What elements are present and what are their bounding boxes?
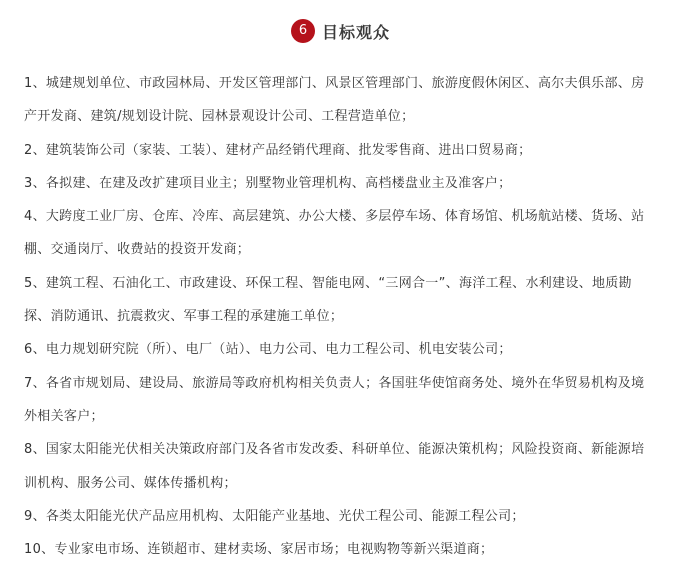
list-item: 5、建筑工程、石油化工、市政建设、环保工程、智能电网、“三网合一”、海洋工程、水利建设、地质勘探、消防通讯、抗震救灾、军事工程的承建施工单位； <box>24 275 632 325</box>
list-item: 2、建筑装饰公司（家装、工装）、建材产品经销代理商、批发零售商、进出口贸易商； <box>24 142 532 158</box>
list-item: 10、专业家电市场、连锁超市、建材卖场、家居市场；电视购物等新兴渠道商； <box>24 542 494 558</box>
section-title: 目标观众 <box>321 22 390 42</box>
list-item: 6、电力规划研究院（所）、电厂（站）、电力公司、电力工程公司、机电安装公司； <box>24 342 512 358</box>
list-item: 3、各拟建、在建及改扩建项目业主；别墅物业管理机构、高档楼盘业主及准客户； <box>24 175 512 191</box>
list-item: 8、国家太阳能光伏相关决策政府部门及各省市发改委、科研单位、能源决策机构；风险投资商、新能源培训机构、服务公司、媒体传播机构； <box>24 442 645 491</box>
list-item: 9、各类太阳能光伏产品应用机构、太阳能产业基地、光伏工程公司、能源工程公司； <box>24 508 525 524</box>
list-item: 4、大跨度工业厂房、仓库、冷库、高层建筑、办公大楼、多层停车场、体育场馆、机场航站楼、货场、站棚、交通岗厅、收费站的投资开发商； <box>24 209 645 258</box>
page <box>0 17 677 576</box>
list-item: 7、各省市规划局、建设局、旅游局等政府机构相关负责人；各国驻华使馆商务处、境外在华贸易机构及境外相关客户； <box>24 375 645 424</box>
section-number-badge: 6 <box>291 19 315 43</box>
list-item: 1、城建规划单位、市政园林局、开发区管理部门、风景区管理部门、旅游度假休闲区、高尔夫俱乐部、房产开发商、建筑/规划设计院、园林景观设计公司、工程营造单位； <box>24 76 645 125</box>
audience-list <box>24 67 657 566</box>
section-heading <box>24 17 657 45</box>
